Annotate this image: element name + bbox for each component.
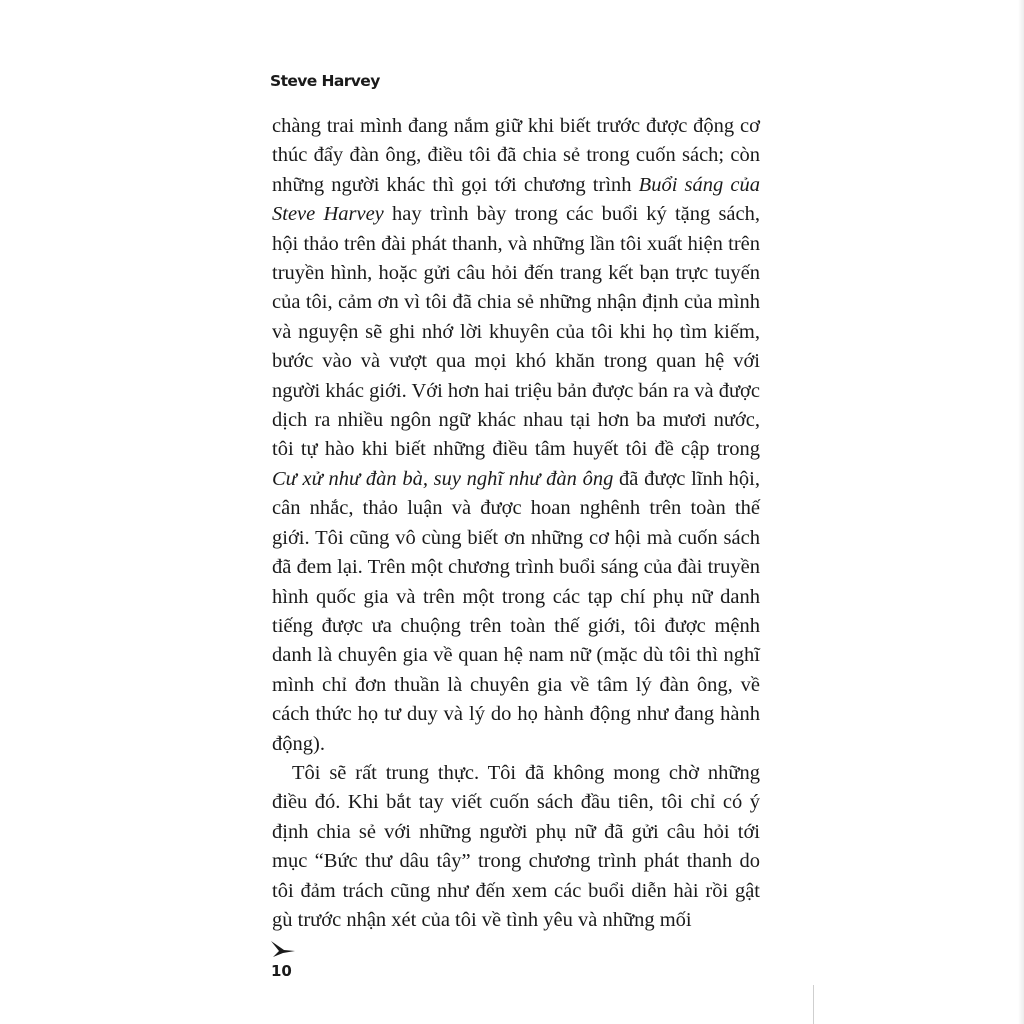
running-head: Steve Harvey <box>270 72 380 90</box>
paragraph-1-text-a: chàng trai mình đang nắm giữ khi biết trước được động cơ thúc đẩy đàn ông, điều tôi đã chia sẻ trong cuốn sách; còn những người khác thì gọi tới chương trình <box>272 115 760 196</box>
book-title-italic: Cư xử như đàn bà, suy nghĩ như đàn ông <box>272 467 614 490</box>
paragraph-2: Tôi sẽ rất trung thực. Tôi đã không mong chờ những điều đó. Khi bắt tay viết cuốn sách đầu tiên, tôi chỉ có ý định chia sẻ với những người phụ nữ đã gửi câu hỏi tới mục “Bức thư dâu tây” trong chương trình phát thanh do tôi đảm trách cũng như đến xem các buổi diễn hài rồi gật gù trước nhận xét của tôi về tình yêu và những mối <box>272 761 760 931</box>
body-text <box>272 112 760 935</box>
page-number: 10 <box>271 962 292 980</box>
page-edge-line <box>813 985 814 1024</box>
publisher-bird-icon <box>270 938 296 958</box>
paragraph-1-text-b: hay trình bày trong các buổi ký tặng sách, hội thảo trên đài phát thanh, và những lần tôi xuất hiện trên truyền hình, hoặc gửi câu hỏi đến trang kết bạn trực tuyến của tôi, cảm ơn vì tôi đã chia sẻ những nhận định của mình và nguyện sẽ ghi nhớ lời khuyên của tôi khi họ tìm kiếm, bước vào và vượt qua mọi khó khăn trong quan hệ với người khác giới. Với hơn hai triệu bản được bán ra và được dịch ra nhiều ngôn ngữ khác nhau tại hơn ba mươi nước, tôi tự hào khi biết những điều tâm huyết tôi đề cập trong <box>272 203 760 461</box>
paragraph-1-text-c: đã được lĩnh hội, cân nhắc, thảo luận và được hoan nghênh trên toàn thế giới. Tôi cũng vô cùng biết ơn những cơ hội mà cuốn sách đã đem lại. Trên một chương trình buổi sáng của đài truyền hình quốc gia và trên một trong các tạp chí phụ nữ danh tiếng được ưa chuộng trên toàn thế giới, tôi được mệnh danh là chuyên gia về quan hệ nam nữ (mặc dù tôi thì nghĩ mình chỉ đơn thuần là chuyên gia về tâm lý đàn ông, về cách thức họ tư duy và lý do họ hành động như đang hành động). <box>272 467 760 755</box>
show-title-italic: Buổi sáng của Steve Harvey <box>272 173 760 226</box>
page-edge-shadow <box>1018 0 1024 1024</box>
paragraph-1 <box>272 112 760 759</box>
